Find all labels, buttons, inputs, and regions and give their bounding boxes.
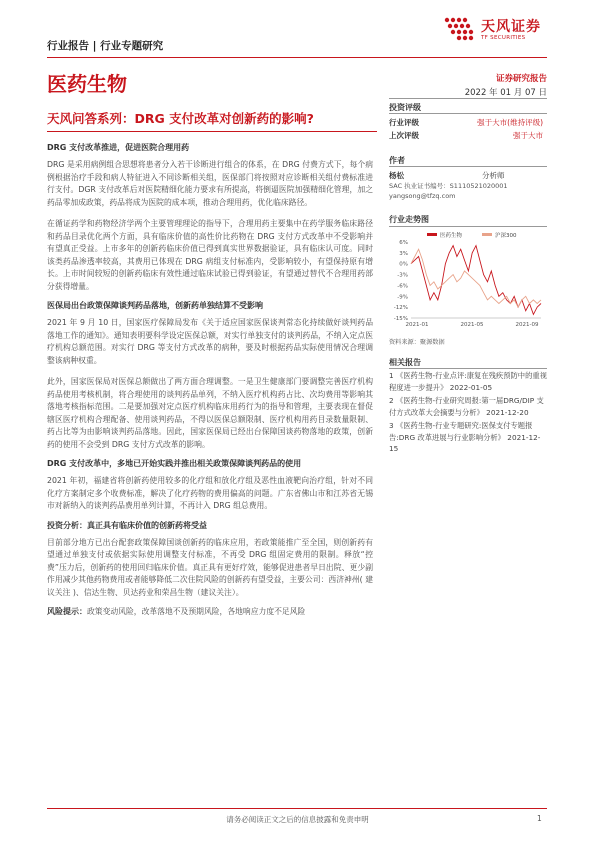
report-category: 行业报告 | 行业专题研究 xyxy=(47,40,164,52)
chart-source: 资料来源：聚源数据 xyxy=(389,339,445,346)
rating-heading: 投资评级 xyxy=(389,103,421,112)
company-logo-name: 天风证券 xyxy=(481,19,541,35)
related-item[interactable]: 2 《医药生物-行业研究周报:第一届DRG/DIP 支付方式改革大会摘要与分析》 2021-12-20 xyxy=(389,396,544,417)
page-title: 医药生物 xyxy=(47,72,127,96)
paragraph: DRG 是采用病例组合思想将患者分入若干诊断进行组合的体系，在 DRG 付费方式下，每个病例根据治疗手段和病人特征进入不同诊断相关组，医保部门将按照对应诊断相关组付费标准进行支付。DGR 支付改革后对医院精细化能力要求有所提高，将倒逼医院加强精细化管理，加之药品零加成政策，药品将成为医院的成本项，推动合理用药，优化临床路径。 xyxy=(47,160,373,207)
rating-divider xyxy=(389,113,547,114)
y-tick-label: 0% xyxy=(399,261,408,268)
subtitle-divider xyxy=(47,131,377,132)
x-tick-label: 2021-09 xyxy=(515,322,539,328)
x-tick-label: 2021-05 xyxy=(460,322,484,328)
section-heading: DRG 支付改革中，多地已开始实践并推出相关政策保障谈判药品的使用 xyxy=(47,459,302,468)
paragraph: 在循证药学和药物经济学两个主要管理理论的指导下，合理用药主要集中在药学服务临床路径和药品目录优化两个方面，具有临床价值的高性价比药物在 DRG 支付方式改革中不受影响并有望真正受益。上市多年的创新药临床价值已得到真实世界数据验证，具有临床认可度。同时该类药品渗透率较高，其费用已体现在 DRG 病组支付标准内，受影响较小，有望保持原有增长。上市时间较短的创新药临床有效性通过临床试验已得到验证，有望通过替代不合理用药部分获得增量。 xyxy=(47,219,373,291)
chart-title: 行业走势图 xyxy=(389,215,429,224)
related-item[interactable]: 3 《医药生物-行业专题研究:医保支付专题报告:DRG 改革进展与行业影响分析》 2021-12-15 xyxy=(389,421,541,453)
chart-divider xyxy=(389,226,547,227)
author-sac: SAC 执业证书编号：S1110521020001 xyxy=(389,182,508,190)
footer-divider xyxy=(47,808,547,809)
x-tick-label: 2021-01 xyxy=(405,322,429,328)
paragraph: 2021 年初，福建省将创新药使用较多的化疗组和放化疗组及恶性血液靶向治疗组，针对不同化疗方案制定多个收费标准，解决了化疗药物的费用偏高的问题。广东省佛山市和江苏省无锡市对新纳入的谈判药品费用单列计算，不再计入 DRG 组总费用。 xyxy=(47,476,373,510)
report-date: 2022 年 01 月 07 日 xyxy=(464,88,547,98)
chart-canvas xyxy=(389,230,547,332)
related-divider xyxy=(389,368,547,369)
date-divider xyxy=(389,98,547,99)
industry-rating-value: 强于大市(维持评级) xyxy=(477,118,543,127)
y-tick-label: -6% xyxy=(397,283,408,290)
paragraph: 目前部分地方已出台配套政策保障国谈创新药的临床应用，若政策能推广至全国，则创新药有望通过单独支付或依据实际使用调整支付标准，不再受 DRG 组固定费用的限制。释放“控费”压力后，创新药的使用回归临床价值。真正具有更好疗效，能够促进患者早日出院、更少副作用减少其他药物费用或者能够降低二次住院风险的创新药有望受益，主要公司：西济神州( 建议关注 )、信达生物、贝达药业和荣昌生物（建议关注）。 xyxy=(47,537,373,597)
y-tick-label: -12% xyxy=(393,305,408,312)
risk-text: 政策变动风险，改革落地不及预期风险，各地响应力度不足风险 xyxy=(87,607,306,616)
body-content xyxy=(47,138,373,619)
related-item[interactable]: 1 《医药生物-行业点评:康复在残疾预防中的重视程度进一步提升》 2022-01-05 xyxy=(389,371,547,392)
report-type: 证券研究报告 xyxy=(495,74,547,84)
industry-rating-row xyxy=(389,117,547,128)
author-heading: 作者 xyxy=(389,156,405,165)
related-heading: 相关报告 xyxy=(389,358,421,367)
y-tick-label: 6% xyxy=(399,240,408,246)
y-tick-label: -9% xyxy=(397,294,408,301)
y-tick-label: 3% xyxy=(399,250,408,257)
section-heading: 投资分析：真正具有临床价值的创新药将受益 xyxy=(47,520,207,530)
company-logo-english: TF SECURITIES xyxy=(481,35,526,41)
risk-heading: 风险提示： xyxy=(47,607,87,616)
legend-label: 沪深300 xyxy=(495,233,517,239)
related-list xyxy=(389,370,547,455)
y-tick-label: -15% xyxy=(393,316,408,322)
section-heading: DRG 支付改革推进，促进医院合理用药 xyxy=(47,143,190,152)
series-line xyxy=(411,246,541,315)
legend-label: 医药生物 xyxy=(440,233,463,239)
author-divider xyxy=(389,166,547,167)
report-subtitle: 天风问答系列：DRG 支付改革对创新药的影响? xyxy=(47,111,314,126)
risk-paragraph xyxy=(47,606,373,619)
author-name: 杨松 xyxy=(389,171,404,180)
footer-disclaimer: 请务必阅读正文之后的信息披露和免责申明 xyxy=(226,815,369,824)
legend-swatch xyxy=(427,233,437,236)
legend-swatch xyxy=(482,233,492,236)
y-tick-label: -3% xyxy=(397,272,408,279)
author-role: 分析师 xyxy=(482,171,505,180)
header-divider xyxy=(47,57,547,58)
industry-rating-label: 行业评级 xyxy=(389,118,419,127)
author-email[interactable]: yangsong@tfzq.com xyxy=(389,192,456,200)
paragraph: 2021 年 9 月 10 日，国家医疗保障局发布《关于适应国家医保谈判常态化持续做好谈判药品落地工作的通知》。通知表明要科学设定医保总额，对实行单独支付的谈判药品，不纳入定点医疗机构总额范围。对实行 DRG 等支付方式改革的病种，要及时根据药品实际使用情况合理调整该病种权重。 xyxy=(47,318,373,365)
paragraph: 此外，国家医保局对医保总额做出了两方面合理调整。一是卫生健康部门要调整完善医疗机构药品使用考核机制，将合理使用的谈判药品单列，不纳入医疗机构药占比、次均费用等影响其落地考核指标范围。二是要加强对定点医疗机构临床用药行为的指导和管理，主要表现在督促辖区医疗机构合理配备、使用谈判药品，不得以医保总额限制、医疗机构用药目录数量限制、药占比等为由影响谈判药品落地。因此，国家医保局已经出台保障国谈药物落地的政策，创新药的使用不会受到 DRG 支付方式改革的影响。 xyxy=(47,377,373,449)
page-number: 1 xyxy=(537,814,542,823)
prev-rating-label: 上次评级 xyxy=(389,131,419,140)
industry-trend-chart xyxy=(389,230,547,332)
section-heading: 医保局出台政策保障谈判药品落地，创新药单独结算不受影响 xyxy=(47,301,263,310)
prev-rating-value: 强于大市 xyxy=(513,131,543,140)
prev-rating-row xyxy=(389,130,547,141)
company-logo-mark xyxy=(441,16,477,46)
